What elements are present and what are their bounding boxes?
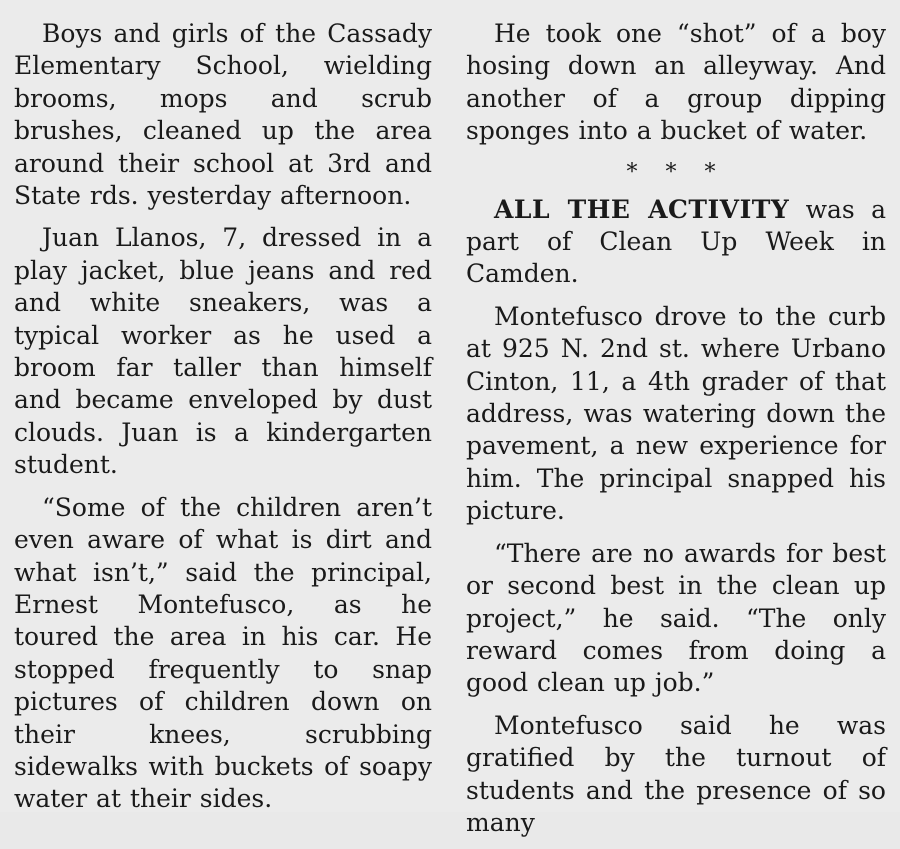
paragraph-shot-boy: He took one “shot” of a boy hosing down an alleyway. And another of a group dipping sponges into a bucket of water. (466, 19, 886, 146)
section-separator: * * * (626, 159, 726, 185)
paragraph-lead-rest: was a part of Clean Up Week in Camden. (466, 194, 886, 289)
left-column (14, 18, 432, 826)
paragraph-gratified: Montefusco said he was gratified by the turnout of students and the presence of so many (466, 710, 886, 837)
paragraph-no-awards-quote: “There are no awards for best or second best in the clean up project,” he said. “The only reward comes from doing a good clean up job.” (466, 538, 886, 698)
paragraph-lead-in: ALL THE ACTIVITY (494, 194, 790, 224)
paragraph-urbano-cinton: Montefusco drove to the curb at 925 N. 2nd st. where Urbano Cinton, 11, a 4th grader of that address, was watering down the pavement, a new experience for him. The principal snapped his picture. (466, 301, 886, 526)
paragraph-clean-up-week (466, 194, 886, 291)
paragraph-juan-llanos: Juan Llanos, 7, dressed in a play jacket, blue jeans and red and white sneakers, was a typical worker as he used a broom far taller than himself and became enveloped by dust clouds. Juan is a kindergarten student. (14, 223, 432, 480)
paragraph-principal-quote: “Some of the children aren’t even aware of what is dirt and what isn’t,” said the principal, Ernest Montefusco, as he toured the area in his car. He stopped frequently to snap pictures of children down on their knees, scrubbing sidewalks with buckets of soapy water at their sides. (14, 492, 432, 814)
right-column (466, 18, 886, 849)
paragraph-cleanup-intro: Boys and girls of the Cassady Elementary School, wielding brooms, mops and scrub brushes, cleaned up the area around their school at 3rd and State rds. yesterday afternoon. (14, 19, 432, 211)
